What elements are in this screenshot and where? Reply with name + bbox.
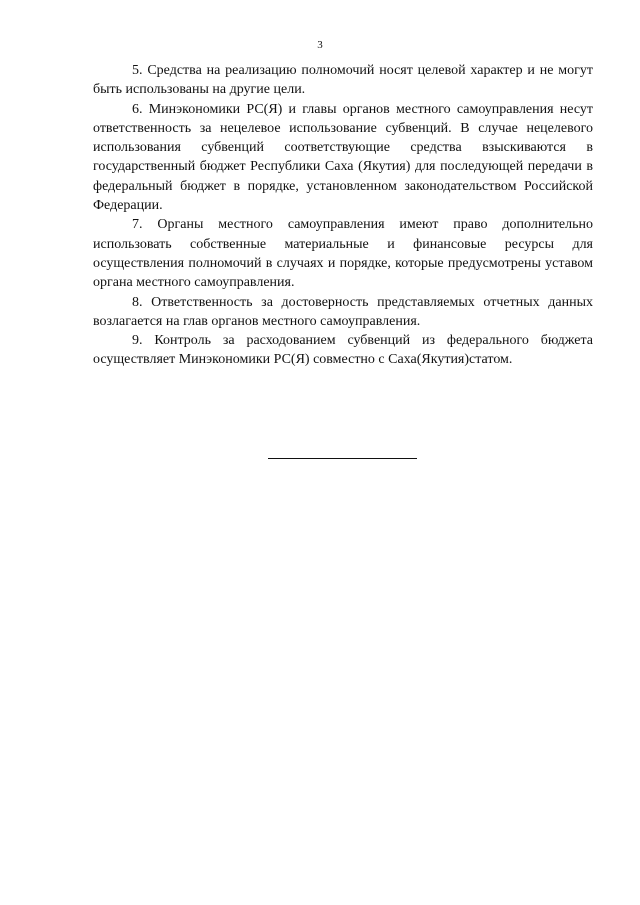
paragraph-7: 7. Органы местного самоуправления имеют право дополнительно использовать собственные материальные и финансовые ресурсы для осуществления полномочий в случаях и порядке, которые предусмотрены уставом органа местного самоуправления. (93, 217, 593, 291)
document-body (93, 61, 593, 370)
closing-divider-line (268, 458, 417, 459)
paragraph-6: 6. Минэкономики РС(Я) и главы органов местного самоуправления несут ответственность за нецелевое использование субвенций. В случае нецелевого использования субвенций соответствующие средства взыскиваются в государственный бюджет Республики Саха (Якутия) для последующей передачи в федеральный бюджет в порядке, установленном законодательством Российской Федерации. (93, 101, 593, 214)
paragraph-8: 8. Ответственность за достоверность представляемых отчетных данных возлагается на глав органов местного самоуправления. (93, 294, 593, 329)
paragraph-5: 5. Средства на реализацию полномочий носят целевой характер и не могут быть использованы на другие цели. (93, 63, 593, 98)
paragraph-9: 9. Контроль за расходованием субвенций из федерального бюджета осуществляет Минэкономики РС(Я) совместно с Саха(Якутия)статом. (93, 333, 593, 368)
page-number: 3 (317, 39, 323, 51)
